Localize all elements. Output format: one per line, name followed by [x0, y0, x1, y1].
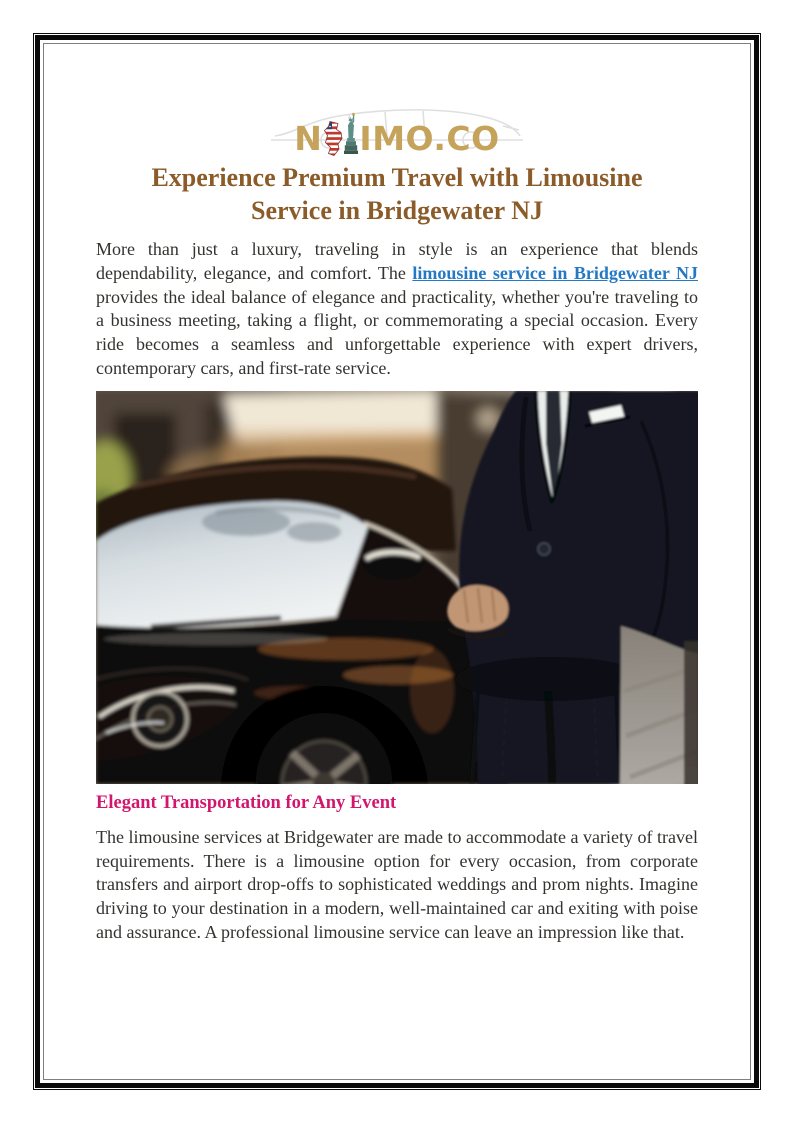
hero-image — [96, 391, 698, 784]
intro-text-after: provides the ideal balance of elegance and practicality, whether you're traveling to a business meeting, taking a flight, or commemorating a special occasion. Every ride becomes a seamless and unforgettable experience with expert drivers, contemporary cars, and first-rate service. — [96, 286, 698, 378]
page-title — [96, 161, 698, 227]
limousine-service-link[interactable]: limousine service in Bridgewater NJ — [412, 262, 698, 283]
section-paragraph: The limousine services at Bridgewater are made to accommodate a variety of travel requirements. There is a limousine option for every occasion, from corporate transfers and airport drop-offs to sophisticated weddings and prom nights. Imagine driving to your destination in a modern, well-maintained car and exiting with poise and assurance. A professional limousine service can leave an impression like that. — [96, 826, 698, 942]
page-title-line2: Service in Bridgewater NJ — [251, 196, 543, 225]
intro-paragraph — [96, 238, 698, 381]
logo-text-row — [267, 112, 527, 158]
logo-prefix: N — [294, 118, 323, 158]
njlimo-logo — [267, 96, 527, 158]
logo-suffix: IMO.CO — [359, 118, 500, 158]
intro-text-before: More than just a luxury, traveling in style is an experience that blends dependability, elegance, and comfort. The — [96, 239, 698, 283]
section-heading: Elegant Transportation for Any Event — [96, 792, 397, 813]
page-title-line1: Experience Premium Travel with Limousine — [151, 163, 643, 192]
statue-of-liberty-icon — [344, 112, 358, 154]
page-content — [96, 46, 698, 945]
new-jersey-flag-icon — [322, 121, 343, 156]
